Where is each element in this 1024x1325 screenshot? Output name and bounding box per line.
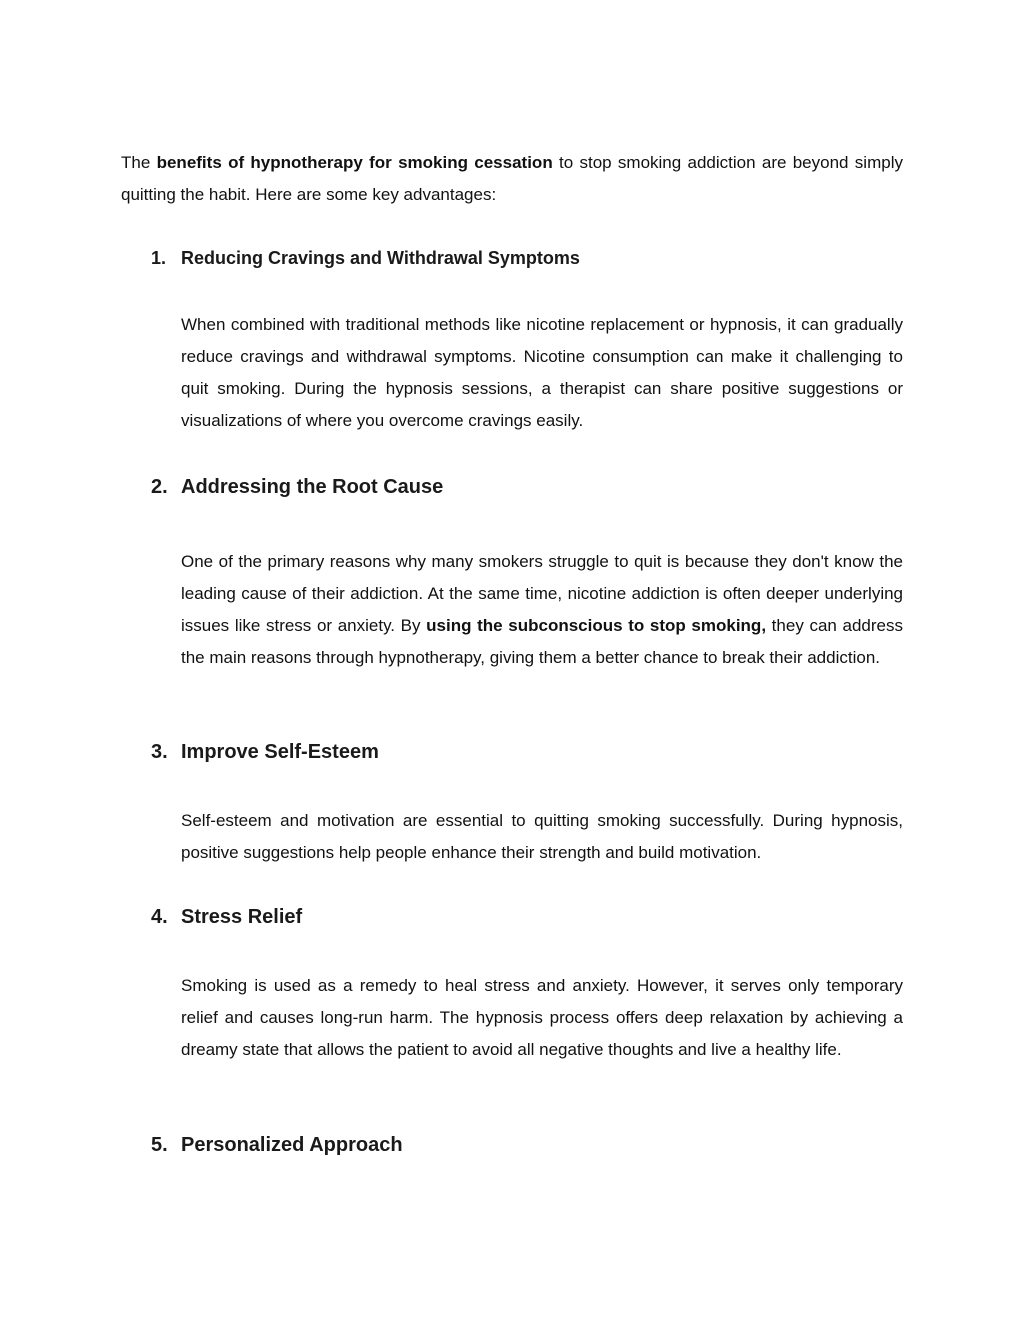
item-title: Improve Self-Esteem [181,741,379,763]
intro-bold-phrase: benefits of hypnotherapy for smoking cessation [156,153,553,172]
item-title: Stress Relief [181,906,303,928]
body-text-start: One of the primary reasons why many smokers struggle to quit is because they don't know the leading cause of their addiction. At the same time, nicotine addiction is often deeper underlying issues like stress or anxiety. By [181,552,903,635]
intro-text-start: The [121,153,157,172]
item-number: 4. [151,906,168,928]
body-text-end: they can address the main reasons through hypnotherapy, giving them a better chance to break their addiction. [181,616,903,667]
body-self-esteem: Self-esteem and motivation are essential to quitting smoking successfully. During hypnosis, positive suggestions help people enhance their strength and build motivation. [181,811,903,862]
heading-root-cause [151,476,911,499]
body-root-cause [181,546,903,674]
body-bold-phrase: using the subconscious to stop smoking, [426,616,767,635]
item-title: Reducing Cravings and Withdrawal Symptoms [181,248,580,268]
heading-stress-relief [151,906,911,929]
item-number: 1. [151,248,167,268]
intro-text-end: to stop smoking addiction are beyond simply quitting the habit. Here are some key advantages: [121,153,903,204]
body-stress-relief: Smoking is used as a remedy to heal stress and anxiety. However, it serves only temporary relief and causes long-run harm. The hypnosis process offers deep relaxation by achieving a dreamy state that allows the patient to avoid all negative thoughts and live a healthy life. [181,976,903,1059]
item-number: 3. [151,741,168,763]
heading-self-esteem [151,741,911,764]
intro-paragraph [121,147,903,211]
item-number: 5. [151,1134,168,1156]
heading-reducing-cravings [151,248,911,269]
heading-personalized-approach [151,1134,911,1157]
item-title: Personalized Approach [181,1134,403,1156]
item-title: Addressing the Root Cause [181,476,444,498]
item-number: 2. [151,476,168,498]
body-reducing-cravings: When combined with traditional methods like nicotine replacement or hypnosis, it can gradually reduce cravings and withdrawal symptoms. Nicotine consumption can make it challenging to quit smoking. During the hypnosis sessions, a therapist can share positive suggestions or visualizations of where you overcome cravings easily. [181,315,903,430]
